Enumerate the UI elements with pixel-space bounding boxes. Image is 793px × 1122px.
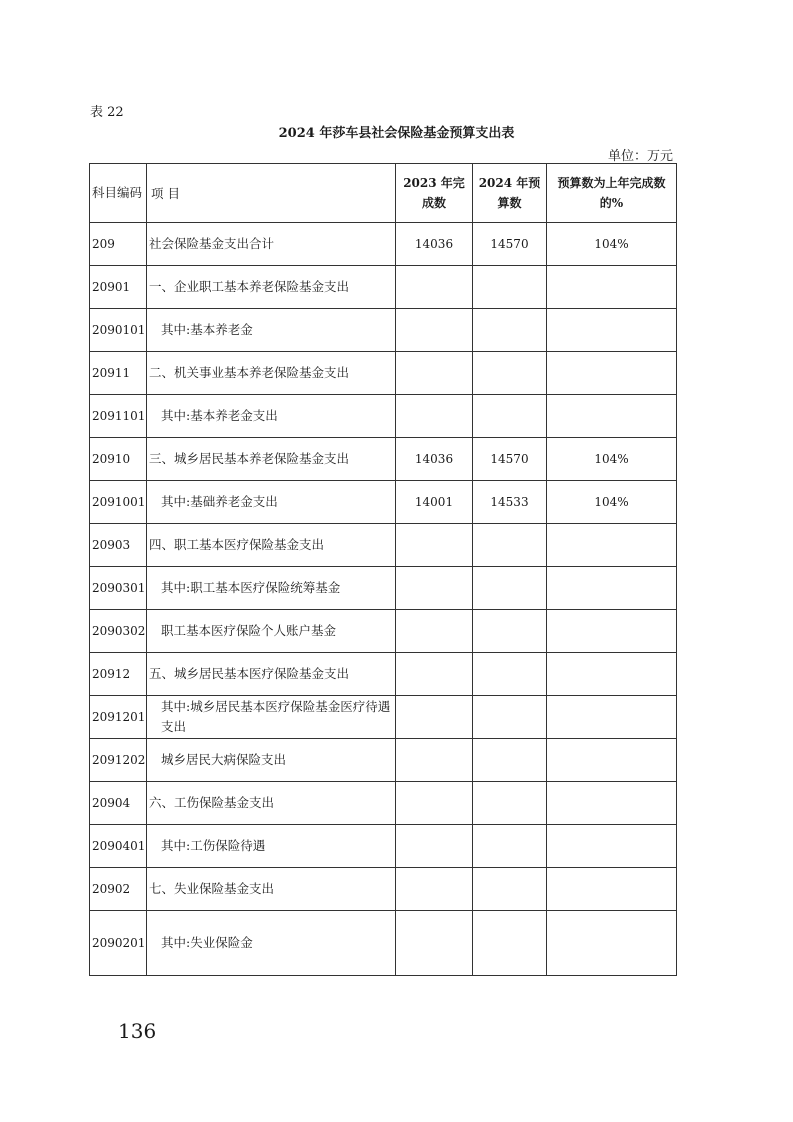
row-item: 其中:城乡居民基本医疗保险基金医疗待遇支出 [147, 696, 396, 739]
row-item: 其中:基础养老金支出 [147, 481, 396, 524]
table-header-row [90, 164, 677, 223]
row-code: 20910 [90, 438, 147, 481]
row-2024-budget [473, 911, 547, 976]
row-code: 2090401 [90, 825, 147, 868]
page-number: 136 [118, 1019, 157, 1043]
row-item: 一、企业职工基本养老保险基金支出 [147, 266, 396, 309]
row-item: 其中:基本养老金 [147, 309, 396, 352]
row-percent [547, 868, 677, 911]
row-percent [547, 524, 677, 567]
table-row [90, 868, 677, 911]
row-item: 职工基本医疗保险个人账户基金 [147, 610, 396, 653]
row-item: 其中:职工基本医疗保险统筹基金 [147, 567, 396, 610]
table-row [90, 610, 677, 653]
row-2023-actual: 14036 [396, 438, 473, 481]
table-row [90, 524, 677, 567]
table-row [90, 567, 677, 610]
table-row [90, 438, 677, 481]
table-row [90, 739, 677, 782]
row-code: 209 [90, 223, 147, 266]
row-2023-actual: 14036 [396, 223, 473, 266]
row-code: 20904 [90, 782, 147, 825]
row-item: 二、机关事业基本养老保险基金支出 [147, 352, 396, 395]
row-2024-budget [473, 739, 547, 782]
row-2023-actual [396, 825, 473, 868]
header-2024-budget: 2024 年预算数 [473, 164, 547, 223]
row-percent [547, 782, 677, 825]
row-item: 六、工伤保险基金支出 [147, 782, 396, 825]
table-row [90, 911, 677, 976]
row-2023-actual [396, 352, 473, 395]
table-row [90, 266, 677, 309]
header-code: 科目编码 [90, 164, 147, 223]
row-item: 社会保险基金支出合计 [147, 223, 396, 266]
row-2023-actual [396, 911, 473, 976]
header-percent: 预算数为上年完成数的% [547, 164, 677, 223]
row-percent [547, 567, 677, 610]
row-code: 20911 [90, 352, 147, 395]
row-2024-budget [473, 395, 547, 438]
table-row [90, 653, 677, 696]
page-title: 2024 年莎车县社会保险基金预算支出表 [278, 126, 515, 141]
row-percent [547, 610, 677, 653]
row-code: 2091101 [90, 395, 147, 438]
row-2023-actual [396, 395, 473, 438]
table-row [90, 696, 677, 739]
row-percent [547, 352, 677, 395]
row-2023-actual [396, 653, 473, 696]
row-percent [547, 266, 677, 309]
unit-label: 单位：万元 [607, 149, 673, 164]
row-2024-budget: 14570 [473, 223, 547, 266]
row-item: 四、职工基本医疗保险基金支出 [147, 524, 396, 567]
row-2023-actual [396, 567, 473, 610]
row-percent: 104% [547, 223, 677, 266]
row-2024-budget: 14570 [473, 438, 547, 481]
row-item: 七、失业保险基金支出 [147, 868, 396, 911]
row-2023-actual [396, 696, 473, 739]
row-code: 2091202 [90, 739, 147, 782]
table-row [90, 481, 677, 524]
table-row [90, 352, 677, 395]
row-percent: 104% [547, 438, 677, 481]
row-percent [547, 696, 677, 739]
row-2024-budget [473, 653, 547, 696]
header-item: 项 目 [147, 164, 396, 223]
table-row [90, 395, 677, 438]
row-percent: 104% [547, 481, 677, 524]
row-2023-actual [396, 309, 473, 352]
row-percent [547, 911, 677, 976]
row-code: 2090301 [90, 567, 147, 610]
row-item: 其中:工伤保险待遇 [147, 825, 396, 868]
row-code: 20902 [90, 868, 147, 911]
table-row [90, 825, 677, 868]
row-percent [547, 739, 677, 782]
row-code: 20903 [90, 524, 147, 567]
row-2024-budget: 14533 [473, 481, 547, 524]
row-code: 2091201 [90, 696, 147, 739]
row-2024-budget [473, 567, 547, 610]
row-2024-budget [473, 266, 547, 309]
row-2023-actual [396, 266, 473, 309]
row-item: 城乡居民大病保险支出 [147, 739, 396, 782]
row-2024-budget [473, 825, 547, 868]
row-2024-budget [473, 696, 547, 739]
table-label: 表 22 [90, 105, 124, 120]
budget-table [89, 163, 677, 976]
row-item: 其中:基本养老金支出 [147, 395, 396, 438]
row-code: 2090201 [90, 911, 147, 976]
header-2023-actual: 2023 年完成数 [396, 164, 473, 223]
row-2023-actual [396, 524, 473, 567]
table-row [90, 782, 677, 825]
row-2024-budget [473, 610, 547, 653]
table-row [90, 309, 677, 352]
row-2023-actual [396, 610, 473, 653]
row-code: 2090302 [90, 610, 147, 653]
row-code: 2091001 [90, 481, 147, 524]
row-2024-budget [473, 868, 547, 911]
row-code: 20901 [90, 266, 147, 309]
row-code: 20912 [90, 653, 147, 696]
row-2024-budget [473, 352, 547, 395]
row-percent [547, 309, 677, 352]
row-2024-budget [473, 524, 547, 567]
row-code: 2090101 [90, 309, 147, 352]
table-row [90, 223, 677, 266]
row-item: 三、城乡居民基本养老保险基金支出 [147, 438, 396, 481]
row-percent [547, 653, 677, 696]
row-2024-budget [473, 309, 547, 352]
row-2023-actual: 14001 [396, 481, 473, 524]
row-2023-actual [396, 739, 473, 782]
row-item: 其中:失业保险金 [147, 911, 396, 976]
row-2023-actual [396, 868, 473, 911]
row-2023-actual [396, 782, 473, 825]
row-item: 五、城乡居民基本医疗保险基金支出 [147, 653, 396, 696]
row-percent [547, 825, 677, 868]
row-2024-budget [473, 782, 547, 825]
row-percent [547, 395, 677, 438]
